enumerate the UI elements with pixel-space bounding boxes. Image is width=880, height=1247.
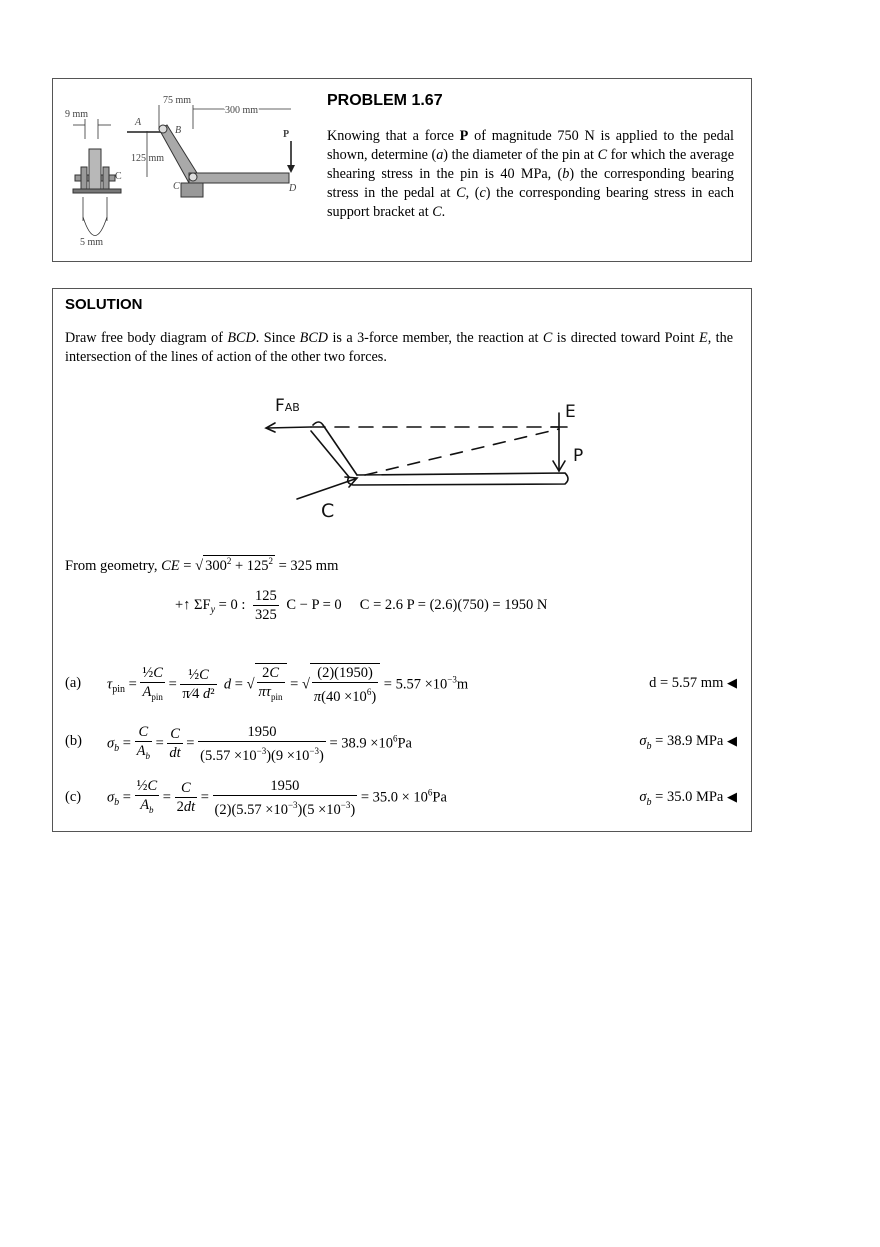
- pedal-bar: [189, 173, 289, 183]
- answer-marker-icon: ◀: [727, 789, 737, 804]
- part-a-unit: m: [456, 676, 469, 693]
- label-b: B: [175, 125, 182, 136]
- geometry-result: = 325 mm: [278, 557, 339, 574]
- part-b-label: (b): [65, 733, 82, 749]
- fbd-pedal-bar: [348, 473, 568, 485]
- answer-marker-icon: ◀: [727, 733, 737, 748]
- geometry-prefix: From geometry,: [65, 557, 158, 574]
- problem-title: PROBLEM 1.67: [327, 92, 443, 109]
- label-side-c: C: [115, 171, 122, 182]
- side-view-bracket: [73, 149, 121, 193]
- pedal-figure: [53, 79, 313, 259]
- label-d: D: [289, 183, 297, 194]
- fbd-label-fab: FAB: [275, 396, 300, 416]
- label-a: A: [135, 117, 142, 128]
- equilibrium-mid: C − P = 0: [286, 596, 342, 613]
- part-b-answer: = 38.9 MPa: [655, 733, 724, 749]
- part-b-unit: Pa: [397, 735, 412, 752]
- problem-box: [52, 78, 752, 262]
- dim-9mm: 9 mm: [65, 109, 89, 120]
- dim-5mm: 5 mm: [80, 237, 104, 248]
- dim-125mm: 125 mm: [131, 153, 165, 164]
- part-c-label: (c): [65, 789, 82, 805]
- eq-frac-num: 125: [254, 588, 277, 604]
- solution-box: SOLUTION Draw free body diagram of BCD. Since BCD is a 3-force member, the reaction at C is directed toward Point E, the intersection of the lines of action of the other two forces. FAB E P C From geometry, CE = √ $300^2 + 125^2 = 325$ mm +↑ $\Sigma F_y = 0$ : $\frac{125}{325}$ C − P = 0 C = 2.6 P = (2.6)(750) = 1950 N (a) $\tau_{pin}$ = $\frac{\text{½C}}{A_{pin}}$ = $\frac{\text{½C}}{\text{π⁄4 d²}}$ d = √ $\frac{2C}{\pi\tau_{pin}}$ = √ $\frac{(2)(1950)}{\pi(40 \times 10^6)}$ = $5.57 \times 10^{-3}m$ d = 5.57 mm ◀ (b) $\sigma_b$ = $\frac{C}{A_b}$ = $\frac{C}{dt}$ = $\frac{1950}{(5.57 \times 10^{-3})(9 \times 10^{-3})}$ = $38.9 \times 10^6Pa$ $\sigma_b = 38.9$ MPa ◀ (c) $\sigma_b$ = $\frac{\text{½C}}{A_b}$ = $\frac{C}{2dt}$ = $\frac{1950}{(2)(5.57 \times 10^{-3})(5 \times 10^{-3})}$ = $35.0 \times 10^6Pa$ $\sigma_b = 35.0$ MPa ◀: [52, 288, 752, 832]
- dim-75mm: 75 mm: [163, 95, 192, 106]
- solution-title: SOLUTION: [65, 296, 143, 313]
- fbd-pedal-arm: [311, 422, 357, 477]
- free-body-diagram: [253, 389, 584, 529]
- fbd-label-c: C: [321, 500, 335, 522]
- part-a-value: = 5.57 ×10: [383, 676, 448, 693]
- part-c-answer: = 35.0 MPa: [655, 789, 724, 805]
- label-c: C: [173, 181, 180, 192]
- part-b-value: = 38.9 ×10: [329, 735, 393, 752]
- problem-statement: Knowing that a force P of magnitude 750 N is applied to the pedal shown, determine (a) the diameter of the pin at C for which the average shearing stress in the pin is 40 MPa, (b) the corresponding bearing stress in the pedal at C, (c) the corresponding bearing stress in each support bracket at C.: [327, 128, 734, 220]
- answer-marker-icon: ◀: [727, 675, 737, 690]
- equilibrium-result: C = 2.6 P = (2.6)(750) = 1950 N: [359, 596, 548, 613]
- part-c-value: = 35.0 × 10: [360, 789, 428, 806]
- part-a-label: (a): [65, 675, 82, 691]
- fbd-label-p: P: [573, 446, 584, 466]
- equilibrium-equation: +↑ $\Sigma F_y = 0$ : $\frac{125}{325}$ C − P = 0 C = 2.6 P = (2.6)(750) = 1950 N: [175, 588, 548, 623]
- equilibrium-lhs: +↑ ΣF: [175, 596, 211, 613]
- part-c-exp: 6: [427, 787, 433, 798]
- eq-frac-den: 325: [254, 607, 277, 623]
- solution-intro: Draw free body diagram of BCD. Since BCD is a 3-force member, the reaction at C is directed toward Point E, the intersection of the lines of action of the other two forces.: [65, 330, 733, 365]
- dim-300mm: 300 mm: [225, 105, 259, 116]
- fbd-label-e: E: [565, 402, 576, 422]
- part-c-unit: Pa: [432, 789, 447, 806]
- part-b-exp: 6: [392, 733, 398, 744]
- part-a-answer: d = 5.57 mm: [649, 675, 724, 691]
- geometry-line: From geometry, CE = √ $300^2 + 125^2 = 325$ mm: [65, 556, 339, 574]
- label-p: P: [283, 129, 290, 140]
- part-a-exp: −3: [447, 674, 457, 685]
